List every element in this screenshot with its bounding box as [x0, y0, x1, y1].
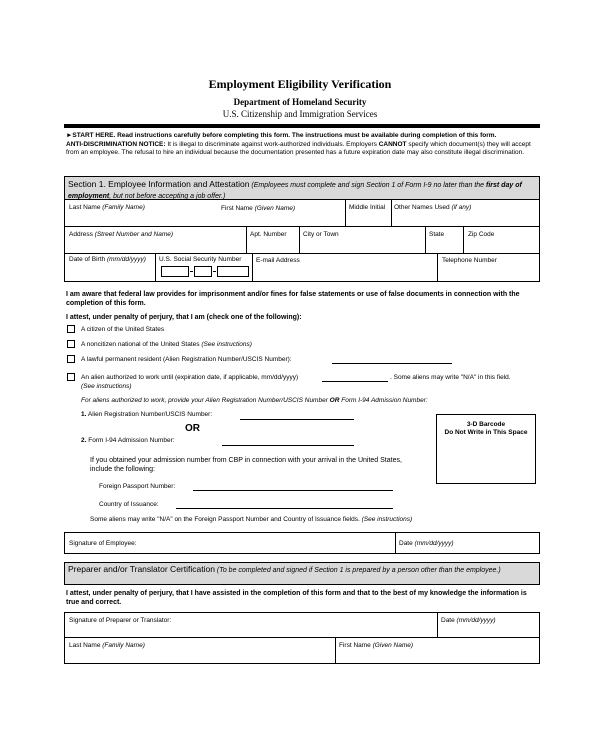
- preparer-last-name-field[interactable]: Last Name (Family Name): [69, 642, 145, 649]
- address-row: [64, 227, 540, 254]
- aliens-provide: For aliens authorized to work, provide your Alien Registration Number/USCIS Number OR Form I-94 Admission Number:: [81, 397, 428, 404]
- barcode-line-1: 3-D Barcode: [466, 421, 506, 428]
- first-name-field[interactable]: First Name (Given Name): [221, 205, 296, 212]
- top-rule: [64, 124, 540, 128]
- noncitizen-label: A noncitizen national of the United States (See instructions): [81, 341, 252, 348]
- middle-initial-field[interactable]: Middle Initial: [349, 204, 386, 211]
- alien-tail: . Some aliens may write "N/A" in this field.: [390, 374, 511, 381]
- section1-note-bold: first day of employment: [68, 182, 522, 200]
- preparer-signature-field[interactable]: Signature of Preparer or Translator:: [69, 617, 172, 624]
- country-line[interactable]: [176, 508, 393, 509]
- ssn-box-3[interactable]: [217, 266, 249, 277]
- agency-name: U.S. Citizenship and Immigration Services: [222, 109, 378, 119]
- preparer-title: Preparer and/or Translator Certification: [68, 564, 215, 574]
- i94-label: 2. Form I-94 Admission Number:: [81, 437, 175, 444]
- lpr-checkbox[interactable]: [67, 355, 75, 363]
- anti-text-2: specify which document(s) they will accept from an employee. The refusal to hire an individual because the documentation presented has a future expiration date may also constitute illegal discrimination.: [66, 141, 531, 156]
- citizen-checkbox[interactable]: [67, 325, 75, 333]
- alien-label: An alien authorized to work until (expiration date, if applicable, mm/dd/yyyy): [81, 374, 299, 381]
- barcode-box: [436, 414, 536, 484]
- address-field[interactable]: Address (Street Number and Name): [69, 231, 174, 238]
- employee-signature-row: [64, 532, 540, 554]
- or-separator: OR: [185, 423, 200, 434]
- barcode-line-2: Do Not Write in This Space: [444, 429, 528, 436]
- alien-hint: (See instructions): [81, 383, 132, 390]
- preparer-signature-row: [64, 612, 540, 638]
- name-row: [64, 200, 540, 227]
- alien-expiration-line[interactable]: [322, 381, 388, 382]
- apt-number-field[interactable]: Apt. Number: [250, 231, 287, 238]
- preparer-attest: I attest, under penalty of perjury, that I have assisted in the completion of this form and that to the best of my knowledge the information is true and correct.: [66, 590, 527, 606]
- employee-date-field[interactable]: Date (mm/dd/yyyy): [399, 540, 454, 547]
- anti-text-1: It is illegal to discriminate against work-authorized individuals. Employers: [165, 141, 379, 148]
- section1-title: Section 1. Employee Information and Attestation: [68, 179, 250, 189]
- preparer-date-field[interactable]: Date (mm/dd/yyyy): [441, 617, 496, 624]
- cbp-instructions: If you obtained your admission number from CBP in connection with your arrival in the United States, include the following:: [90, 457, 402, 473]
- alien-reg-line[interactable]: [240, 419, 354, 420]
- ssn-box-2[interactable]: [194, 266, 212, 277]
- start-here-label: ►START HERE.: [66, 132, 116, 139]
- start-here-notice: [66, 132, 542, 140]
- alien-reg-label: 1. Alien Registration Number/USCIS Number:: [81, 411, 213, 418]
- lpr-label: A lawful permanent resident (Alien Registration Number/USCIS Number):: [81, 356, 292, 363]
- preparer-first-name-field[interactable]: First Name (Given Name): [339, 642, 414, 649]
- preparer-note: (To be completed and signed if Section 1 is prepared by a person other than the employee.): [214, 567, 501, 574]
- zip-code-field[interactable]: Zip Code: [468, 231, 495, 238]
- contact-row: [64, 254, 540, 282]
- alien-checkbox[interactable]: [67, 373, 75, 381]
- last-name-field[interactable]: Last Name (Family Name): [69, 204, 145, 211]
- section1-note-1: (Employees must complete and sign Section 1 of Form I-9 no later than the: [249, 182, 487, 189]
- preparer-name-row: [64, 638, 540, 664]
- other-names-field[interactable]: Other Names Used (if any): [394, 204, 472, 211]
- noncitizen-checkbox[interactable]: [67, 340, 75, 348]
- passport-label: Foreign Passport Number:: [99, 483, 176, 490]
- aware-statement: I am aware that federal law provides for imprisonment and/or fines for false statements or use of false documents in connection with the completion of this form.: [66, 291, 520, 307]
- email-field[interactable]: E-mail Address: [256, 257, 300, 264]
- i94-line[interactable]: [222, 445, 354, 446]
- form-title: Employment Eligibility Verification: [208, 77, 392, 91]
- dob-field[interactable]: Date of Birth (mm/dd/yyyy): [69, 256, 146, 263]
- department-name: Department of Homeland Security: [233, 97, 367, 107]
- anti-discrimination-notice: [66, 141, 540, 157]
- preparer-header: [64, 562, 540, 585]
- section1-header: [64, 176, 540, 200]
- na-note: Some aliens may write "N/A" on the Foreign Passport Number and Country of Issuance fields. (See instructions): [90, 516, 413, 523]
- section1-note-2: , but not before accepting a job offer.): [109, 193, 226, 200]
- anti-label: ANTI-DISCRIMINATION NOTICE:: [66, 141, 166, 148]
- ssn-box-1[interactable]: [161, 266, 189, 277]
- city-field[interactable]: City or Town: [303, 231, 339, 238]
- anti-cannot: CANNOT: [378, 141, 407, 148]
- start-here-text: Read instructions carefully before completing this form. The instructions must be available during completion of this form.: [115, 132, 497, 139]
- state-field[interactable]: State: [429, 231, 445, 238]
- ssn-label: U.S. Social Security Number: [159, 256, 242, 263]
- passport-line[interactable]: [193, 490, 393, 491]
- lpr-number-line[interactable]: [332, 363, 452, 364]
- citizen-label: A citizen of the United States: [81, 326, 165, 333]
- country-label: Country of Issuance:: [99, 501, 159, 508]
- phone-field[interactable]: Telephone Number: [442, 257, 497, 264]
- attest-statement: I attest, under penalty of perjury, that I am (check one of the following):: [66, 314, 302, 321]
- employee-signature-field[interactable]: Signature of Employee:: [69, 540, 137, 547]
